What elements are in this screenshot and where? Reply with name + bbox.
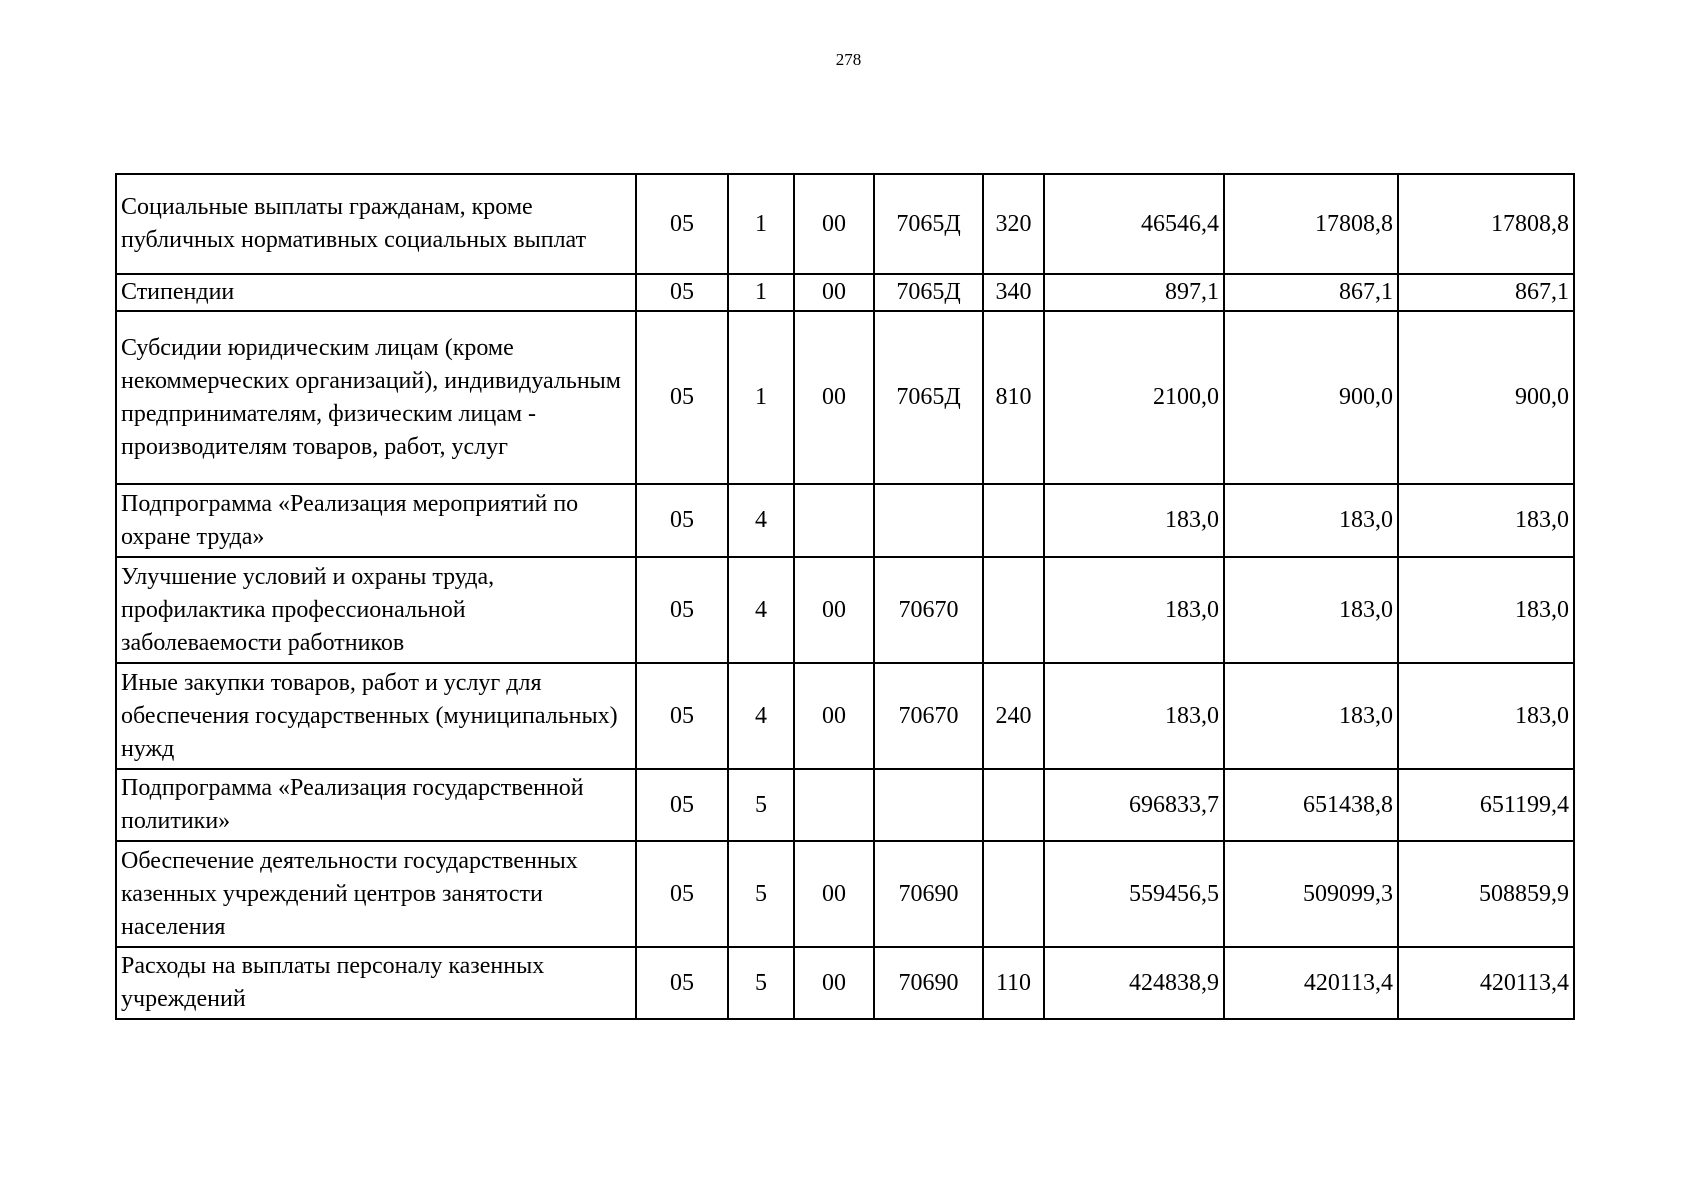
expense-type-code bbox=[983, 484, 1044, 557]
amount-2: 509099,3 bbox=[1224, 841, 1398, 947]
amount-2: 867,1 bbox=[1224, 274, 1398, 311]
section-code: 05 bbox=[636, 841, 728, 947]
amount-3: 420113,4 bbox=[1398, 947, 1574, 1019]
amount-1: 559456,5 bbox=[1044, 841, 1224, 947]
row-name: Улучшение условий и охраны труда, профилактика профессиональной заболеваемости работников bbox=[116, 557, 636, 663]
amount-2: 183,0 bbox=[1224, 663, 1398, 769]
budget-table bbox=[115, 173, 1575, 1020]
table-row bbox=[116, 663, 1574, 769]
table-row bbox=[116, 311, 1574, 484]
amount-1: 183,0 bbox=[1044, 663, 1224, 769]
row-name: Иные закупки товаров, работ и услуг для обеспечения государственных (муниципальных) нужд bbox=[116, 663, 636, 769]
amount-3: 867,1 bbox=[1398, 274, 1574, 311]
amount-3: 17808,8 bbox=[1398, 174, 1574, 274]
section-code: 05 bbox=[636, 557, 728, 663]
row-name: Стипендии bbox=[116, 274, 636, 311]
amount-3: 900,0 bbox=[1398, 311, 1574, 484]
target-code: 70670 bbox=[874, 663, 983, 769]
section-code: 05 bbox=[636, 484, 728, 557]
subprogram-code: 00 bbox=[794, 311, 874, 484]
target-code: 70690 bbox=[874, 947, 983, 1019]
section-code: 05 bbox=[636, 174, 728, 274]
subprogram-code bbox=[794, 769, 874, 841]
expense-type-code bbox=[983, 841, 1044, 947]
row-name: Подпрограмма «Реализация государственной политики» bbox=[116, 769, 636, 841]
program-code: 5 bbox=[728, 841, 794, 947]
row-name: Обеспечение деятельности государственных казенных учреждений центров занятости населения bbox=[116, 841, 636, 947]
subprogram-code: 00 bbox=[794, 557, 874, 663]
program-code: 4 bbox=[728, 663, 794, 769]
table-row bbox=[116, 484, 1574, 557]
subprogram-code: 00 bbox=[794, 663, 874, 769]
amount-2: 651438,8 bbox=[1224, 769, 1398, 841]
expense-type-code: 340 bbox=[983, 274, 1044, 311]
row-name: Расходы на выплаты персоналу казенных учреждений bbox=[116, 947, 636, 1019]
target-code bbox=[874, 769, 983, 841]
amount-1: 897,1 bbox=[1044, 274, 1224, 311]
target-code: 70670 bbox=[874, 557, 983, 663]
amount-3: 651199,4 bbox=[1398, 769, 1574, 841]
amount-3: 508859,9 bbox=[1398, 841, 1574, 947]
amount-2: 420113,4 bbox=[1224, 947, 1398, 1019]
program-code: 5 bbox=[728, 769, 794, 841]
subprogram-code: 00 bbox=[794, 174, 874, 274]
amount-1: 46546,4 bbox=[1044, 174, 1224, 274]
amount-1: 424838,9 bbox=[1044, 947, 1224, 1019]
subprogram-code: 00 bbox=[794, 841, 874, 947]
program-code: 1 bbox=[728, 311, 794, 484]
amount-1: 183,0 bbox=[1044, 484, 1224, 557]
amount-2: 183,0 bbox=[1224, 484, 1398, 557]
amount-2: 900,0 bbox=[1224, 311, 1398, 484]
row-name: Социальные выплаты гражданам, кроме публичных нормативных социальных выплат bbox=[116, 174, 636, 274]
amount-3: 183,0 bbox=[1398, 557, 1574, 663]
section-code: 05 bbox=[636, 663, 728, 769]
expense-type-code: 320 bbox=[983, 174, 1044, 274]
row-name: Подпрограмма «Реализация мероприятий по охране труда» bbox=[116, 484, 636, 557]
expense-type-code: 240 bbox=[983, 663, 1044, 769]
table-row bbox=[116, 769, 1574, 841]
target-code: 7065Д bbox=[874, 311, 983, 484]
amount-1: 183,0 bbox=[1044, 557, 1224, 663]
page-number: 278 bbox=[835, 50, 862, 69]
section-code: 05 bbox=[636, 311, 728, 484]
table-row bbox=[116, 557, 1574, 663]
table-row bbox=[116, 274, 1574, 311]
expense-type-code bbox=[983, 769, 1044, 841]
amount-3: 183,0 bbox=[1398, 484, 1574, 557]
section-code: 05 bbox=[636, 769, 728, 841]
amount-2: 17808,8 bbox=[1224, 174, 1398, 274]
program-code: 4 bbox=[728, 484, 794, 557]
subprogram-code: 00 bbox=[794, 947, 874, 1019]
amount-2: 183,0 bbox=[1224, 557, 1398, 663]
row-name: Субсидии юридическим лицам (кроме некоммерческих организаций), индивидуальным предпринимателям, физическим лицам - производителям товаров, работ, услуг bbox=[116, 311, 636, 484]
amount-1: 2100,0 bbox=[1044, 311, 1224, 484]
target-code: 7065Д bbox=[874, 274, 983, 311]
target-code: 7065Д bbox=[874, 174, 983, 274]
program-code: 1 bbox=[728, 274, 794, 311]
program-code: 4 bbox=[728, 557, 794, 663]
program-code: 1 bbox=[728, 174, 794, 274]
section-code: 05 bbox=[636, 947, 728, 1019]
amount-3: 183,0 bbox=[1398, 663, 1574, 769]
table-row bbox=[116, 947, 1574, 1019]
subprogram-code: 00 bbox=[794, 274, 874, 311]
amount-1: 696833,7 bbox=[1044, 769, 1224, 841]
subprogram-code bbox=[794, 484, 874, 557]
expense-type-code bbox=[983, 557, 1044, 663]
table-row bbox=[116, 841, 1574, 947]
section-code: 05 bbox=[636, 274, 728, 311]
target-code bbox=[874, 484, 983, 557]
program-code: 5 bbox=[728, 947, 794, 1019]
table-row bbox=[116, 174, 1574, 274]
expense-type-code: 110 bbox=[983, 947, 1044, 1019]
expense-type-code: 810 bbox=[983, 311, 1044, 484]
target-code: 70690 bbox=[874, 841, 983, 947]
